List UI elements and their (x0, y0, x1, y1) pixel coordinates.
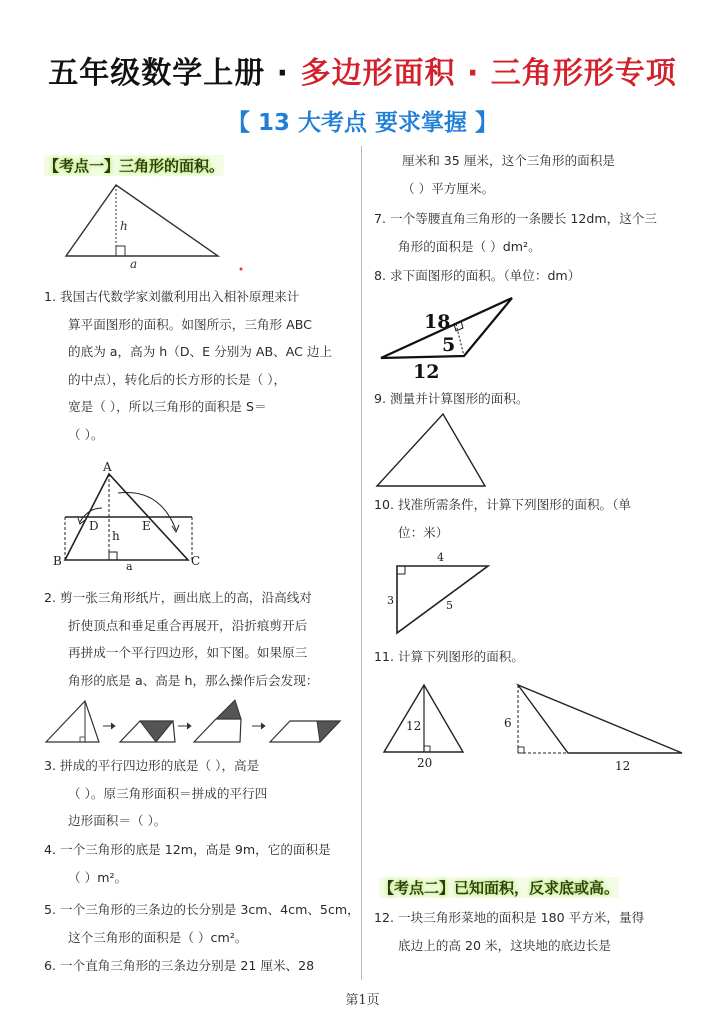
question-3: 3. 拼成的平行四边形的底是（ ），高是 （ ）。原三角形面积＝拼成的平行四 边形面积＝（ ）。 (44, 758, 268, 828)
question-8: 8. 求下面图形的面积。（单位：dm） (374, 268, 581, 283)
label-3: 3 (387, 594, 394, 607)
question-11: 11. 计算下列图形的面积。 (374, 649, 524, 664)
label-B: B (53, 554, 62, 568)
label-5b: 5 (446, 599, 453, 612)
section-header-2: 【考点二】已知面积，反求底或高。 (379, 879, 620, 897)
page-subtitle: 【 13 大考点 要求掌握 】 (226, 110, 499, 136)
label-a: a (130, 257, 138, 271)
label-D: D (89, 519, 99, 533)
label-12a: 12 (406, 719, 422, 733)
question-6-continued: 厘米和 35 厘米，这个三角形的面积是 （ ）平方厘米。 (402, 153, 615, 196)
question-5: 5. 一个三角形的三条边的长分别是 3cm、4cm、5cm， 这个三角形的面积是（ ）cm²。 (44, 902, 360, 945)
question-1: 1. 我国古代数学家刘徽利用出入相补原理来计 算平面图形的面积。如图所示，三角形 ABC 的底为 a，高为 h（D、E 分别为 AB、AC 边上 的中点），转化后的长方形的长是（ ）， 宽是（ ），所以三角形的面积是 S＝ （ ）。 (44, 289, 333, 442)
label-E: E (142, 519, 151, 533)
question-9: 9. 测量并计算图形的面积。 (374, 391, 529, 406)
label-a2: a (126, 560, 133, 573)
section-header-1: 【考点一】三角形的面积。 (44, 157, 225, 175)
title-black-part: 五年级数学上册 · (48, 56, 301, 91)
label-5: 5 (442, 334, 456, 356)
question-2: 2. 剪一张三角形纸片，画出底上的高，沿高线对 折使顶点和垂足重合再展开，沿折痕剪开后 再拼成一个平行四边形，如下图。如果原三 角形的底是 a、高是 h，那么操作后会发现： (44, 590, 319, 688)
question-10: 10. 找准所需条件，计算下列图形的面积。（单 位：米） (374, 497, 632, 540)
label-12: 12 (413, 361, 440, 383)
question-6-start: 6. 一个直角三角形的三条边分别是 21 厘米、28 (44, 958, 315, 973)
label-18: 18 (424, 311, 451, 333)
label-12b: 12 (615, 759, 631, 773)
question-7: 7. 一个等腰直角三角形的一条腰长 12dm，这个三 角形的面积是（ ）dm²。 (374, 211, 657, 254)
label-C: C (191, 554, 201, 568)
label-h2: h (112, 529, 120, 543)
label-4: 4 (437, 551, 444, 564)
label-20: 20 (417, 756, 433, 770)
label-h: h (120, 219, 128, 233)
label-6: 6 (504, 716, 512, 730)
title-red-part: 多边形面积 · 三角形形专项 (300, 56, 677, 91)
page-number: 第1页 (345, 993, 380, 1008)
label-A: A (103, 460, 112, 474)
question-12: 12. 一块三角形菜地的面积是 180 平方米，量得 底边上的高 20 米，这块地的底边长是 (374, 910, 645, 953)
question-4: 4. 一个三角形的底是 12m，高是 9m，它的面积是 （ ）m²。 (44, 842, 331, 885)
